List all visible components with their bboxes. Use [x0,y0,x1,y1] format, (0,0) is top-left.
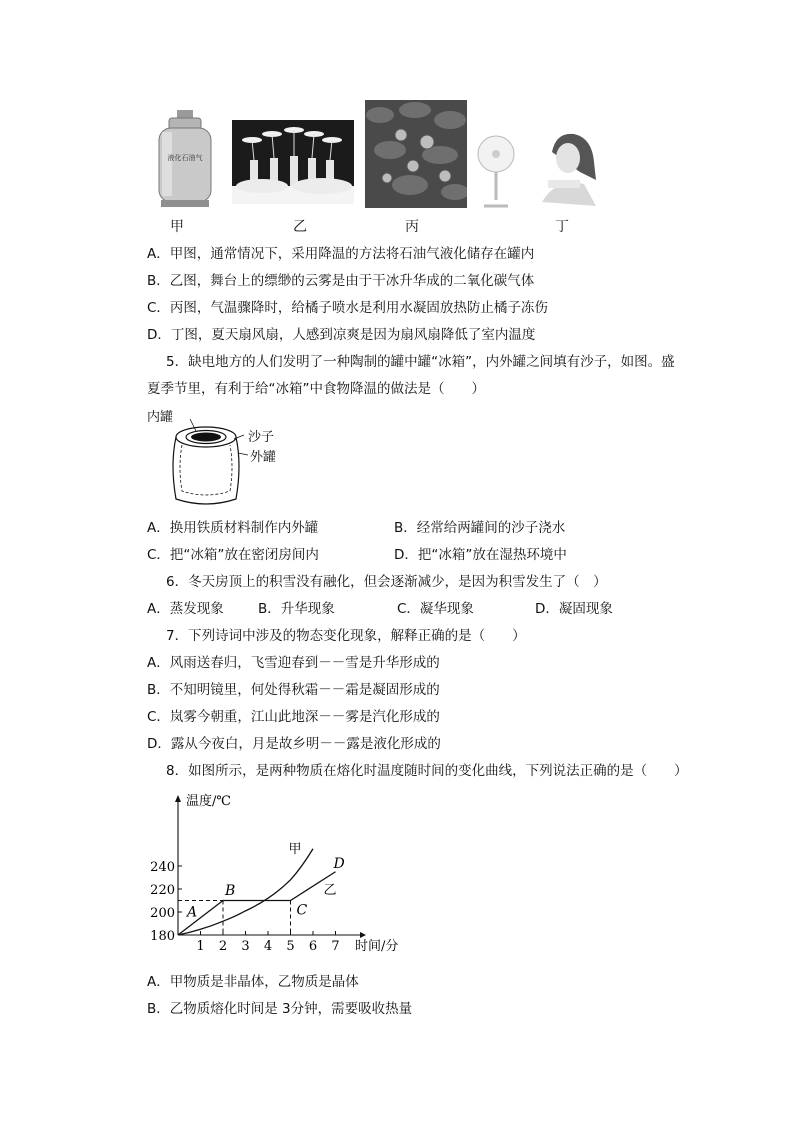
q5-stem-line1: 5．缺电地方的人们发明了一种陶制的罐中罐“冰箱”，内外罐之间填有沙子，如图。盛 [166,354,675,370]
q5-option-b: B．经常给两罐间的沙子浇水 [394,520,566,536]
figure-label-jia: 甲 [170,219,184,235]
gas-cylinder-image [155,108,215,208]
y-tick-label-240: 240 [150,860,175,875]
q5-option-d: D．把“冰箱”放在湿热环境中 [394,547,567,563]
label-inner-pot: 内罐 [147,410,174,425]
q7-option-d: D．露从今夜白，月是故乡明－－露是液化形成的 [147,736,441,752]
point-label-c: C [296,902,308,919]
q7-option-a: A．风雨送春归，飞雪迎春到－－雪是升华形成的 [147,655,440,671]
x-tick-label-3: 3 [241,939,250,954]
label-outer-pot: 外罐 [250,450,277,465]
pot-in-pot-diagram [160,405,300,510]
q6-option-c: C．凝华现象 [397,601,474,617]
q5-option-a: A．换用铁质材料制作内外罐 [147,520,319,536]
fan-and-girl-image [472,122,602,210]
q6-option-d: D．凝固现象 [535,601,613,617]
q4-option-c: C．丙图，气温骤降时，给橘子喷水是利用水凝固放热防止橘子冻伤 [147,300,548,316]
y-tick-label-220: 220 [150,883,175,898]
point-label-a: A [187,904,198,921]
x-tick-label-2: 2 [218,939,228,954]
q5-stem-line2: 夏季节里，有利于给“冰箱”中食物降温的做法是（ ） [147,381,485,397]
x-tick-label-7: 7 [331,939,340,954]
series-yi-label: 乙 [323,882,337,898]
q7-option-b: B．不知明镜里，何处得秋霜－－霜是凝固形成的 [147,682,440,698]
q8-option-a: A．甲物质是非晶体，乙物质是晶体 [147,974,359,990]
series-jia-label: 甲 [288,841,302,857]
q4-option-b: B．乙图，舞台上的缥缈的云雾是由于干冰升华成的二氧化碳气体 [147,273,535,289]
x-tick-label-5: 5 [286,939,295,954]
q6-option-b: B．升华现象 [258,601,335,617]
q7-option-c: C．岚雾今朝重，江山此地深－－雾是汽化形成的 [147,709,440,725]
x-tick-label-4: 4 [263,939,273,954]
series-jia-line [178,849,313,935]
point-label-b: B [225,883,236,900]
y-axis-label: 温度/℃ [186,794,231,809]
q6-stem: 6．冬天房顶上的积雪没有融化，但会逐渐减少，是因为积雪发生了（ ） [166,574,607,590]
stage-fog-image [232,120,354,204]
series-yi-line [178,872,336,935]
q6-option-a: A．蒸发现象 [147,601,224,617]
point-label-d: D [333,855,345,872]
figure-label-bing: 丙 [405,219,419,235]
q5-option-c: C．把“冰箱”放在密闭房间内 [147,547,319,563]
melting-curve-chart [150,790,420,960]
y-tick-label-200: 200 [150,906,175,921]
label-sand: 沙子 [248,430,275,445]
q4-option-d: D．丁图，夏天扇风扇，人感到凉爽是因为扇风扇降低了室内温度 [147,327,536,343]
q8-option-b: B．乙物质熔化时间是 3分钟，需要吸收热量 [147,1001,413,1017]
orange-tree-image [365,100,467,208]
cylinder-text: 液化石油气 [167,154,203,162]
q7-stem: 7．下列诗词中涉及的物态变化现象，解释正确的是（ ） [166,628,526,644]
y-axis-arrow [175,795,181,802]
figure-label-ding: 丁 [555,219,569,235]
q8-stem: 8．如图所示，是两种物质在熔化时温度随时间的变化曲线，下列说法正确的是（ ） [166,763,688,779]
x-axis-arrow [360,932,366,938]
q4-option-a: A．甲图，通常情况下，采用降温的方法将石油气液化储存在罐内 [147,246,535,262]
figure-label-yi: 乙 [293,219,307,235]
x-tick-label-1: 1 [196,939,205,954]
x-axis-label: 时间/分 [355,939,399,954]
y-tick-label-180: 180 [150,929,175,944]
x-tick-label-6: 6 [308,939,318,954]
